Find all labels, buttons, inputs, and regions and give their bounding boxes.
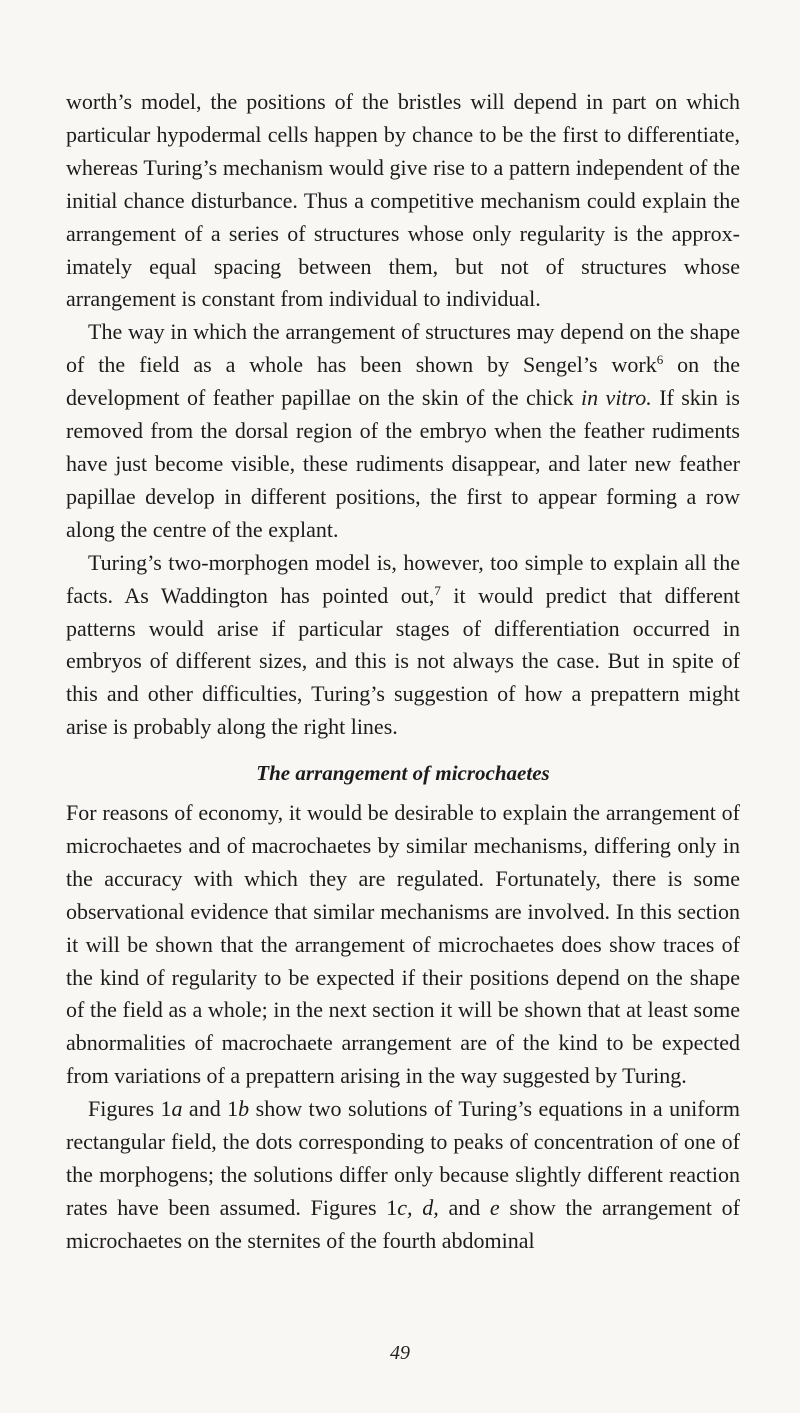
- paragraph-5-text-d: and: [438, 1194, 490, 1220]
- paragraph-5: [66, 1093, 740, 1258]
- paragraph-5-text-a: Figures 1: [88, 1096, 172, 1122]
- footnote-ref-7: 7: [434, 582, 441, 598]
- paragraph-5-text-e: show the arrangement of microchaetes on the sternites of the fourth abdominal: [66, 1194, 740, 1253]
- paragraph-3: [66, 547, 740, 744]
- page-number: 49: [390, 1342, 410, 1364]
- paragraph-2-text-b: on the development of feather papillae on the skin of the chick: [66, 352, 740, 411]
- section-heading: The arrangement of microchaetes: [256, 761, 550, 786]
- paragraph-2-text-c: If skin is removed from the dorsal region of the embryo when the feather rudiments have just become visible, these rudiments disappear, and later new feather papillae develop in different positions, the first to appear forming a row along the centre of the explant.: [66, 385, 740, 542]
- page-body: [66, 86, 740, 1258]
- footnote-ref-6: 6: [656, 352, 664, 368]
- paragraph-3-text-a: Turing’s two-morphogen model is, however, too simple to explain all the facts. As Waddington has pointed out,: [66, 549, 740, 608]
- paragraph-3-text-b: it would predict that different patterns would arise if particular stages of differentiation occurred in embryos of different sizes, and this is not always the case. But in spite of this and other difficulties, Turing’s suggestion of how a prepattern might arise is probably along the right lines.: [66, 582, 740, 740]
- paragraph-4: For reasons of economy, it would be desirable to explain the arrangement of microchaetes and of macrochaetes by similar mechanisms, differing only in the accuracy with which they are regulated. Fortunately, there is some observational evidence that similar mechanisms are involved. In this section it will be shown that the arrangement of microchaetes does show traces of the kind of regularity to be expected if their positions depend on the shape of the field as a whole; in the next section it will be shown that at least some abnormalities of macrochaete arrangement are of the kind to be expected from variations of a prepattern arising in the way suggested by Turing.: [66, 800, 740, 1089]
- paragraph-5-text-b: and 1: [182, 1096, 239, 1122]
- paragraph-2: [66, 316, 740, 546]
- paragraph-2-italic: in vitro.: [581, 385, 652, 411]
- paragraph-2-text-a: The way in which the arrangement of structures may depend on the shape of the field as a whole has been shown by Sengel’s work: [66, 319, 740, 378]
- paragraph-5-italic-d: e: [489, 1194, 500, 1220]
- paragraph-5-text-c: show two solutions of Turing’s equations in a uniform rectangular field, the dots corresponding to peaks of concentration of one of the morphogens; the solutions differ only because slightly different reaction rates have been assumed. Figures 1: [66, 1096, 741, 1220]
- paragraph-5-italic-a: a: [171, 1096, 183, 1122]
- paragraph-5-italic-c: c, d,: [397, 1194, 439, 1220]
- paragraph-1: worth’s model, the positions of the bristles will depend in part on which particular hypodermal cells happen by chance to be the first to differentiate, whereas Turing’s mechanism would give rise to a pattern independent of the initial chance disturbance. Thus a competitive mechanism could explain the arrangement of a series of structures whose only regularity is the approximately equal spacing between them, but not of structures whose arrangement is constant from individual to individual.: [66, 89, 740, 312]
- paragraph-5-italic-b: b: [238, 1096, 250, 1122]
